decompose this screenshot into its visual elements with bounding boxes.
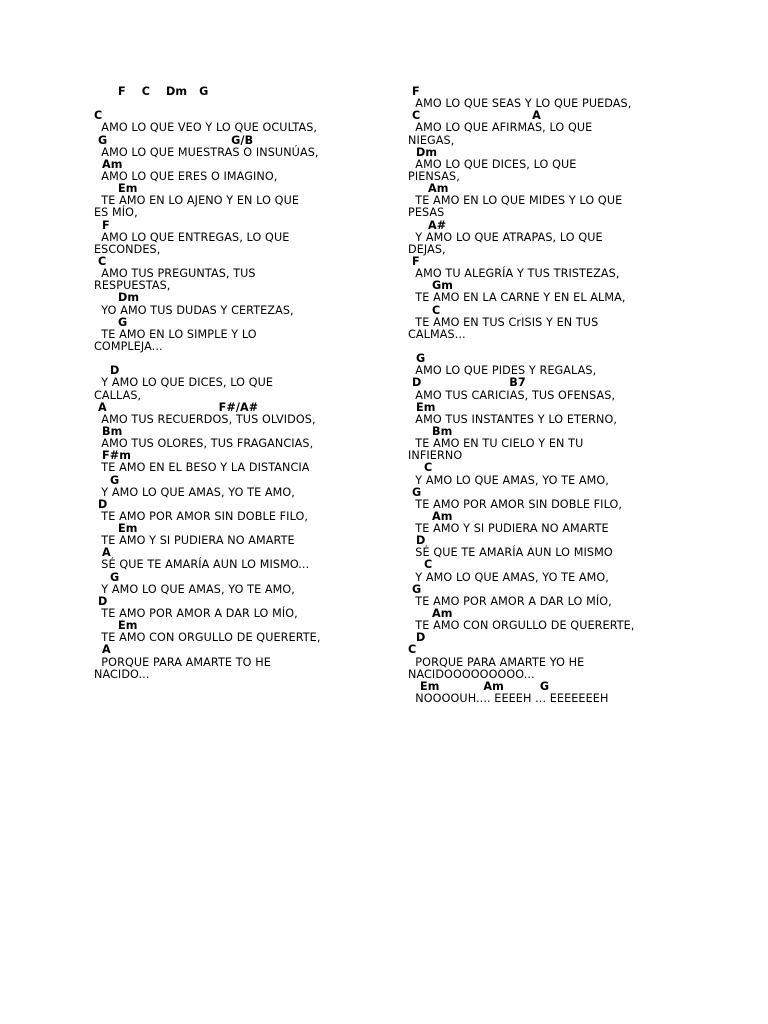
chord-line: Gm — [408, 279, 454, 293]
lyric-line: PESAS — [408, 206, 445, 220]
chord-line: D B7 — [408, 376, 526, 390]
lyric-line: Y AMO LO QUE ATRAPAS, LO QUE — [408, 230, 603, 244]
lyric-line: DEJAS, — [408, 242, 446, 256]
chord-line: F — [94, 218, 110, 232]
chord-line: Em — [94, 522, 138, 536]
lyric-line: TE AMO EN LA CARNE Y EN EL ALMA, — [408, 291, 626, 305]
lyric-line: Y AMO LO QUE DICES, LO QUE — [94, 376, 274, 390]
chord-line: Em — [94, 619, 138, 633]
chord-line: G G/B — [94, 133, 254, 147]
chord-line: Bm — [408, 424, 453, 438]
chord-line: G — [94, 473, 120, 487]
lyric-line: PORQUE PARA AMARTE YO HE — [408, 655, 585, 669]
lyric-line: TE AMO CON ORGULLO DE QUERERTE, — [94, 631, 321, 645]
lyric-line: TE AMO POR AMOR SIN DOBLE FILO, — [94, 509, 309, 523]
chord-line: G — [94, 315, 128, 329]
lyric-line: TE AMO Y SI PUDIERA NO AMARTE — [408, 522, 609, 536]
chord-line: F C Dm G — [94, 85, 209, 98]
lyric-line: AMO LO QUE ERES O IMAGINO, — [94, 169, 278, 183]
lyric-line: AMO LO QUE ENTREGAS, LO QUE — [94, 230, 290, 244]
lyric-line: TE AMO POR AMOR A DAR LO MÍO, — [408, 594, 612, 608]
lyric-line: TE AMO EN EL BESO Y LA DISTANCIA — [94, 461, 310, 475]
chord-line: Am — [408, 607, 453, 621]
lyric-line: NACIDOOOOOOOOO... — [408, 667, 535, 681]
chord-line: D — [94, 594, 108, 608]
chord-line: G — [94, 570, 120, 584]
blank-line — [94, 98, 374, 110]
song-column-right — [408, 86, 688, 705]
lyric-line: COMPLEJA... — [94, 339, 163, 353]
lyric-line: TE AMO POR AMOR SIN DOBLE FILO, — [408, 497, 623, 511]
chord-line: F — [408, 85, 420, 98]
lyric-line: TE AMO EN LO QUE MIDES Y LO QUE — [408, 194, 623, 208]
lyric-line: PORQUE PARA AMARTE TO HE — [94, 655, 271, 669]
chord-line: A — [94, 546, 111, 560]
lyric-line: Y AMO LO QUE AMAS, YO TE AMO, — [94, 582, 295, 596]
lyric-line: TE AMO EN TUS CrISIS Y EN TUS — [408, 315, 599, 329]
lyric-line: AMO TUS INSTANTES Y LO ETERNO, — [408, 412, 618, 426]
lyric-line: ESCONDES, — [94, 242, 161, 256]
lyric-line: TE AMO EN TU CIELO Y EN TU — [408, 437, 584, 451]
lyric-line: AMO LO QUE VEO Y LO QUE OCULTAS, — [94, 121, 318, 135]
chord-line: Am — [94, 157, 123, 171]
lyric-line: NIEGAS, — [408, 133, 455, 147]
lyric-line: Y AMO LO QUE AMAS, YO TE AMO, — [408, 473, 609, 487]
chord-line: Dm — [408, 145, 438, 159]
lyric-line: AMO TUS PREGUNTAS, TUS — [94, 267, 256, 281]
chord-line: D — [94, 364, 120, 378]
lyric-line: AMO LO QUE AFIRMAS, LO QUE — [408, 121, 593, 135]
chord-line: Bm — [94, 424, 123, 438]
lyric-line: AMO TU ALEGRÍA Y TUS TRISTEZAS, — [408, 267, 620, 281]
lyric-line: TE AMO Y SI PUDIERA NO AMARTE — [94, 534, 295, 548]
lyric-line: TE AMO POR AMOR A DAR LO MÍO, — [94, 607, 298, 621]
lyric-line: CALMAS... — [408, 327, 466, 341]
chord-line: Dm — [94, 291, 140, 305]
lyric-line: TE AMO EN LO AJENO Y EN LO QUE — [94, 194, 300, 208]
chord-line: C — [94, 254, 107, 268]
chord-line: Am — [408, 509, 453, 523]
chord-line: C A — [408, 109, 541, 123]
chord-line: D — [408, 534, 426, 548]
lyric-line: SÉ QUE TE AMARÍA AUN LO MISMO... — [94, 558, 310, 572]
lyric-line: CALLAS, — [94, 388, 142, 402]
lyric-line: NOOOOUH.... EEEEH ... EEEEEEEH — [408, 692, 609, 706]
lyric-line: SÉ QUE TE AMARÍA AUN LO MISMO — [408, 546, 613, 560]
chord-line: F — [408, 254, 420, 268]
chord-line: A F#/A# — [94, 400, 259, 414]
chord-line: A — [94, 643, 111, 657]
lyric-line: NACIDO... — [94, 667, 150, 681]
lyric-line: AMO TUS RECUERDOS, TUS OLVIDOS, — [94, 412, 316, 426]
lyric-line: PIENSAS, — [408, 169, 460, 183]
song-column-left — [94, 86, 374, 681]
lyric-line: INFIERNO — [408, 449, 463, 463]
chord-line: D — [408, 631, 426, 645]
lyric-line: TE AMO CON ORGULLO DE QUERERTE, — [408, 619, 635, 633]
chord-line: C — [94, 109, 103, 123]
chord-line: C — [408, 461, 433, 475]
lyric-line: AMO LO QUE DICES, LO QUE — [408, 157, 577, 171]
chord-line: G — [408, 352, 426, 366]
blank-line — [94, 353, 374, 365]
lyric-line: AMO TUS OLORES, TUS FRAGANCIAS, — [94, 437, 314, 451]
chord-line: Am — [408, 182, 449, 196]
blank-line — [408, 341, 688, 353]
chord-line: A# — [408, 218, 447, 232]
lyric-line: AMO LO QUE SEAS Y LO QUE PUEDAS, — [408, 97, 632, 111]
lyric-line: ES MÍO, — [94, 206, 138, 220]
chord-line: D — [94, 497, 108, 511]
chord-line: G — [408, 485, 422, 499]
chord-line: Em — [408, 400, 436, 414]
chord-line: C — [408, 558, 433, 572]
lyric-line: AMO LO QUE PIDES Y REGALAS, — [408, 364, 597, 378]
chord-line: G — [408, 582, 422, 596]
lyric-line: AMO TUS CARICIAS, TUS OFENSAS, — [408, 388, 616, 402]
lyric-line: Y AMO LO QUE AMAS, YO TE AMO, — [408, 570, 609, 584]
lyric-line: Y AMO LO QUE AMAS, YO TE AMO, — [94, 485, 295, 499]
chord-line: C — [408, 303, 441, 317]
lyric-line: TE AMO EN LO SIMPLE Y LO — [94, 327, 257, 341]
chord-line: Em — [94, 182, 138, 196]
chord-line: F#m — [94, 449, 131, 463]
lyric-line: RESPUESTAS, — [94, 279, 171, 293]
chord-line: C — [408, 643, 417, 657]
lyric-line: AMO LO QUE MUESTRAS O INSUNÚAS, — [94, 145, 319, 159]
chord-line: Em Am G — [408, 679, 550, 693]
lyric-line: YO AMO TUS DUDAS Y CERTEZAS, — [94, 303, 294, 317]
